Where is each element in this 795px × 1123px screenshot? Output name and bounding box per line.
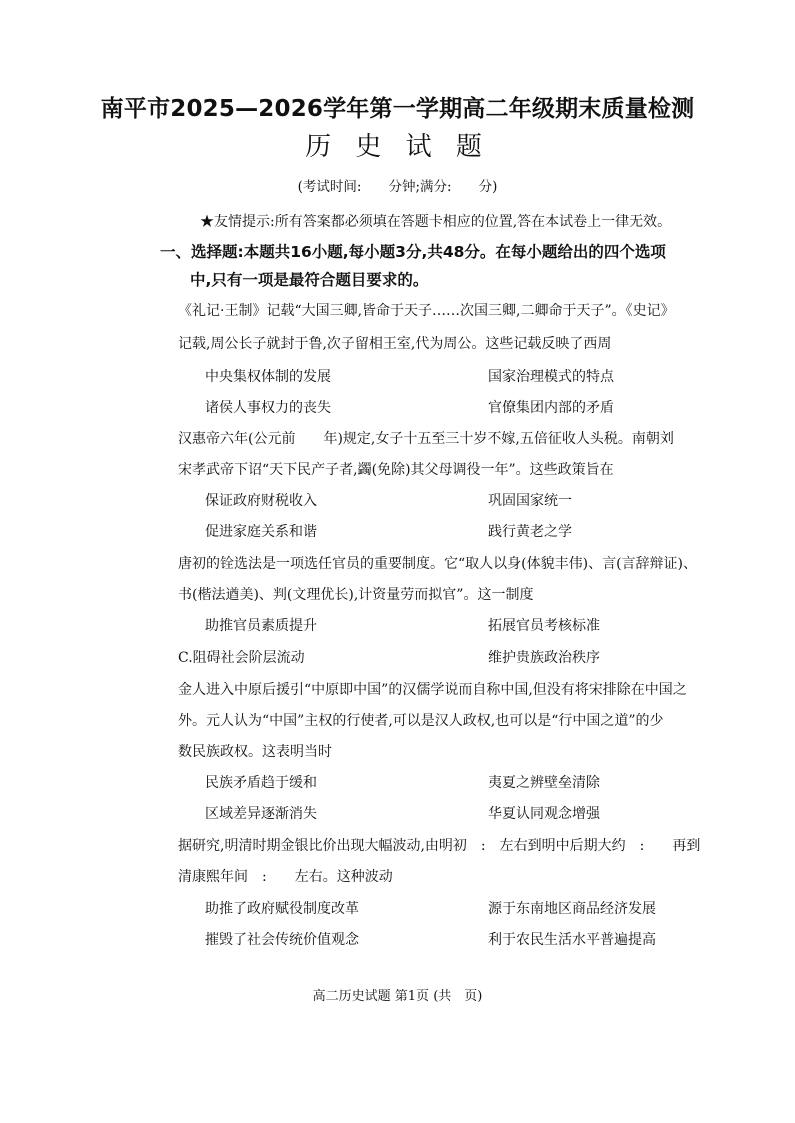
section-heading-line1: 一、选择题:本题共16小题,每小题3分,共48分。在每小题给出的四个选项 (160, 243, 666, 261)
question-5-option-a[interactable]: 助推了政府赋役制度改革 (205, 901, 359, 917)
question-3-option-d[interactable]: 维护贵族政治秩序 (488, 650, 600, 666)
question-3-option-a[interactable]: 助推官员素质提升 (205, 618, 317, 634)
question-3-option-c[interactable]: C.阻碍社会阶层流动 (178, 650, 305, 666)
question-1-option-d[interactable]: 官僚集团内部的矛盾 (488, 400, 614, 416)
question-5-line-1: 据研究,明清时期金银比价出现大幅波动,由明初 : 左右到明中后期大约 : 再到 (178, 838, 701, 854)
question-2-line-2: 宋孝武帝下诏“天下民产子者,蠲(免除)其父母调役一年”。这些政策旨在 (178, 462, 614, 478)
question-2-line-1: 汉惠帝六年(公元前 年)规定,女子十五至三十岁不嫁,五倍征收人头税。南朝刘 (178, 431, 674, 447)
question-3-option-b[interactable]: 拓展官员考核标准 (488, 618, 600, 634)
exam-subtitle: 历 史 试 题 (305, 132, 490, 162)
question-2-option-b[interactable]: 巩固国家统一 (488, 493, 572, 509)
question-1-option-b[interactable]: 国家治理模式的特点 (488, 369, 614, 385)
exam-title: 南平市2025—2026学年第一学期高二年级期末质量检测 (100, 96, 695, 122)
question-3-line-1: 唐初的铨选法是一项选任官员的重要制度。它“取人以身(体貌丰伟)、言(言辞辩证)、 (178, 556, 698, 572)
friendly-tip: ★友情提示:所有答案都必须填在答题卡相应的位置,答在本试卷上一律无效。 (200, 214, 672, 230)
question-4-option-c[interactable]: 区域差异逐渐消失 (205, 806, 317, 822)
exam-time-score: (考试时间: 分钟;满分: 分) (297, 179, 498, 195)
question-1-option-c[interactable]: 诸侯人事权力的丧失 (205, 400, 331, 416)
section-heading-line2: 中,只有一项是最符合题目要求的。 (190, 271, 429, 289)
question-4-line-3: 数民族政权。这表明当时 (178, 744, 332, 760)
question-4-line-1: 金人进入中原后援引“中原即中国”的汉儒学说而自称中国,但没有将宋排除在中国之 (178, 682, 687, 698)
question-3-line-2: 书(楷法遒美)、判(文理优长),计资量劳而拟官”。这一制度 (178, 587, 534, 603)
question-4-option-a[interactable]: 民族矛盾趋于缓和 (205, 775, 317, 791)
question-2-option-d[interactable]: 践行黄老之学 (488, 524, 572, 540)
question-4-option-b[interactable]: 夷夏之辨壁垒清除 (488, 775, 600, 791)
question-1-line-2: 记载,周公长子就封于鲁,次子留相王室,代为周公。这些记载反映了西周 (178, 336, 612, 352)
question-5-line-2: 清康熙年间 : 左右。这种波动 (178, 869, 393, 885)
question-1-line-1: 《礼记·王制》记载“大国三卿,皆命于天子……次国三卿,二卿命于天子”。《史记》 (178, 303, 675, 319)
question-1-option-a[interactable]: 中央集权体制的发展 (205, 369, 331, 385)
question-5-option-d[interactable]: 利于农民生活水平普遍提高 (488, 932, 656, 948)
page-footer: 高二历史试题 第1页 (共 页) (312, 989, 483, 1004)
question-2-option-c[interactable]: 促进家庭关系和谐 (205, 524, 317, 540)
question-2-option-a[interactable]: 保证政府财税收入 (205, 493, 317, 509)
question-5-option-b[interactable]: 源于东南地区商品经济发展 (488, 901, 656, 917)
question-4-line-2: 外。元人认为“中国”主权的行使者,可以是汉人政权,也可以是“行中国之道”的少 (178, 713, 664, 729)
question-4-option-d[interactable]: 华夏认同观念增强 (488, 806, 600, 822)
question-5-option-c[interactable]: 摧毁了社会传统价值观念 (205, 932, 359, 948)
